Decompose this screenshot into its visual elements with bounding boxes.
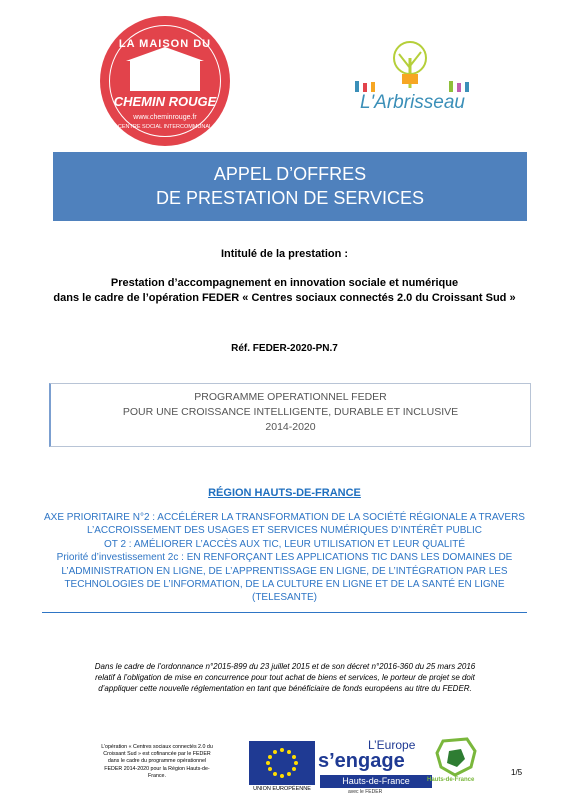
europe-top-text: L’Europe: [368, 738, 416, 752]
region-heading: RÉGION HAUTS-DE-FRANCE: [208, 487, 361, 499]
hauts-de-france-logo: [425, 737, 497, 793]
banner-line-2: DE PRESTATION DE SERVICES: [155, 188, 425, 208]
arbrisseau-name: L'Arbrisseau: [359, 92, 465, 113]
maison-chemin-rouge-logo: [100, 16, 230, 146]
footer-line-5: France.: [148, 772, 166, 779]
title-banner: [53, 152, 527, 221]
programme-box: [49, 383, 531, 447]
section-divider: [42, 612, 527, 613]
cadre-line-3: d’appliquer cette nouvelle réglementation en tant que bénéficiaire de fonds européens au titre du FEDER.: [98, 684, 472, 693]
logo-bottom-text: CENTRE SOCIAL INTERCOMMUNAL: [117, 124, 213, 130]
footer-line-2: Croissant Sud » est cofinancée par le FEDER: [103, 751, 211, 758]
page-number: 1/5: [511, 768, 523, 777]
programme-line-1: PROGRAMME OPERATIONNEL FEDER: [194, 391, 387, 403]
hdf-name: Hauts-de-France: [427, 777, 475, 783]
cadre-line-2: relatif à l’obligation de mise en concurrence pour tout achat de biens et services, le porteur de projet se doit: [95, 673, 475, 682]
axe-line-3: OT 2 : AMÉLIORER L’ACCÈS AUX TIC, LEUR UTILISATION ET LEUR QUALITÉ: [103, 538, 466, 550]
logo-brand: CHEMIN ROUGE: [113, 94, 217, 109]
engage-feder: avec le FEDER: [348, 789, 383, 795]
axe-line-5: L’ADMINISTRATION EN LIGNE, DE L’APPRENTISSAGE EN LIGNE, DE L’INTÉGRATION PAR LES: [61, 565, 508, 577]
axe-line-6: TECHNOLOGIES DE L’INFORMATION, DE LA CULTURE EN LIGNE ET DE LA SANTÉ EN LIGNE: [64, 579, 505, 591]
engage-text: s’engage: [318, 750, 405, 772]
axe-line-7: (TELESANTE): [251, 592, 317, 604]
axe-line-4: Priorité d’investissement 2c : EN RENFORÇANT LES APPLICATIONS TIC DANS LES DOMAINES DE: [56, 552, 513, 564]
axe-line-1: AXE PRIORITAIRE N°2 : ACCÉLÉRER LA TRANSFORMATION DE LA SOCIÉTÉ RÉGIONALE A TRAVERS: [44, 512, 525, 523]
banner-line-1: APPEL D’OFFRES: [213, 164, 367, 184]
eu-flag-icon: [249, 741, 315, 785]
house-icon: [130, 61, 200, 91]
axe-line-2: L’ACCROISSEMENT DES USAGES ET SERVICES NUMÉRIQUES D’INTÉRÊT PUBLIC: [87, 525, 482, 537]
footer-line-1: L’opération « Centres sociaux connectés 2.0 du: [101, 744, 213, 750]
europe-sengage-logo: [318, 738, 438, 796]
engage-region: Hauts-de-France: [320, 775, 432, 788]
region-map-icon: [433, 737, 479, 777]
people-icon: [353, 78, 473, 92]
reference: Réf. FEDER-2020-PN.7: [231, 343, 338, 354]
programme-line-3: 2014-2020: [265, 421, 316, 433]
footer-line-4: FEDER 2014-2020 pour la Région Hauts-de-: [104, 765, 210, 772]
arbrisseau-logo: [345, 40, 480, 120]
footer-funding-text: [72, 744, 242, 780]
intitule-heading: Intitulé de la prestation :: [220, 248, 349, 260]
eu-label: UNION EUROPÉENNE: [253, 786, 311, 792]
axe-block: [38, 511, 531, 605]
cadre-paragraph: [40, 661, 530, 694]
logo-url: www.cheminrouge.fr: [133, 114, 197, 121]
prestation-line-2: dans le cadre de l’opération FEDER « Centres sociaux connectés 2.0 du Croissant Sud »: [53, 292, 516, 304]
logo-top-text: LA MAISON DU: [118, 38, 212, 50]
prestation-line-1: Prestation d’accompagnement en innovation sociale et numérique: [110, 277, 459, 289]
footer-line-3: dans le cadre du programme opérationnel: [107, 758, 207, 765]
programme-line-2: POUR UNE CROISSANCE INTELLIGENTE, DURABLE ET INCLUSIVE: [122, 406, 459, 418]
cadre-line-1: Dans le cadre de l’ordonnance n°2015-899 du 23 juillet 2015 et de son décret n°2016-360 du 25 mars 2016: [94, 662, 476, 671]
